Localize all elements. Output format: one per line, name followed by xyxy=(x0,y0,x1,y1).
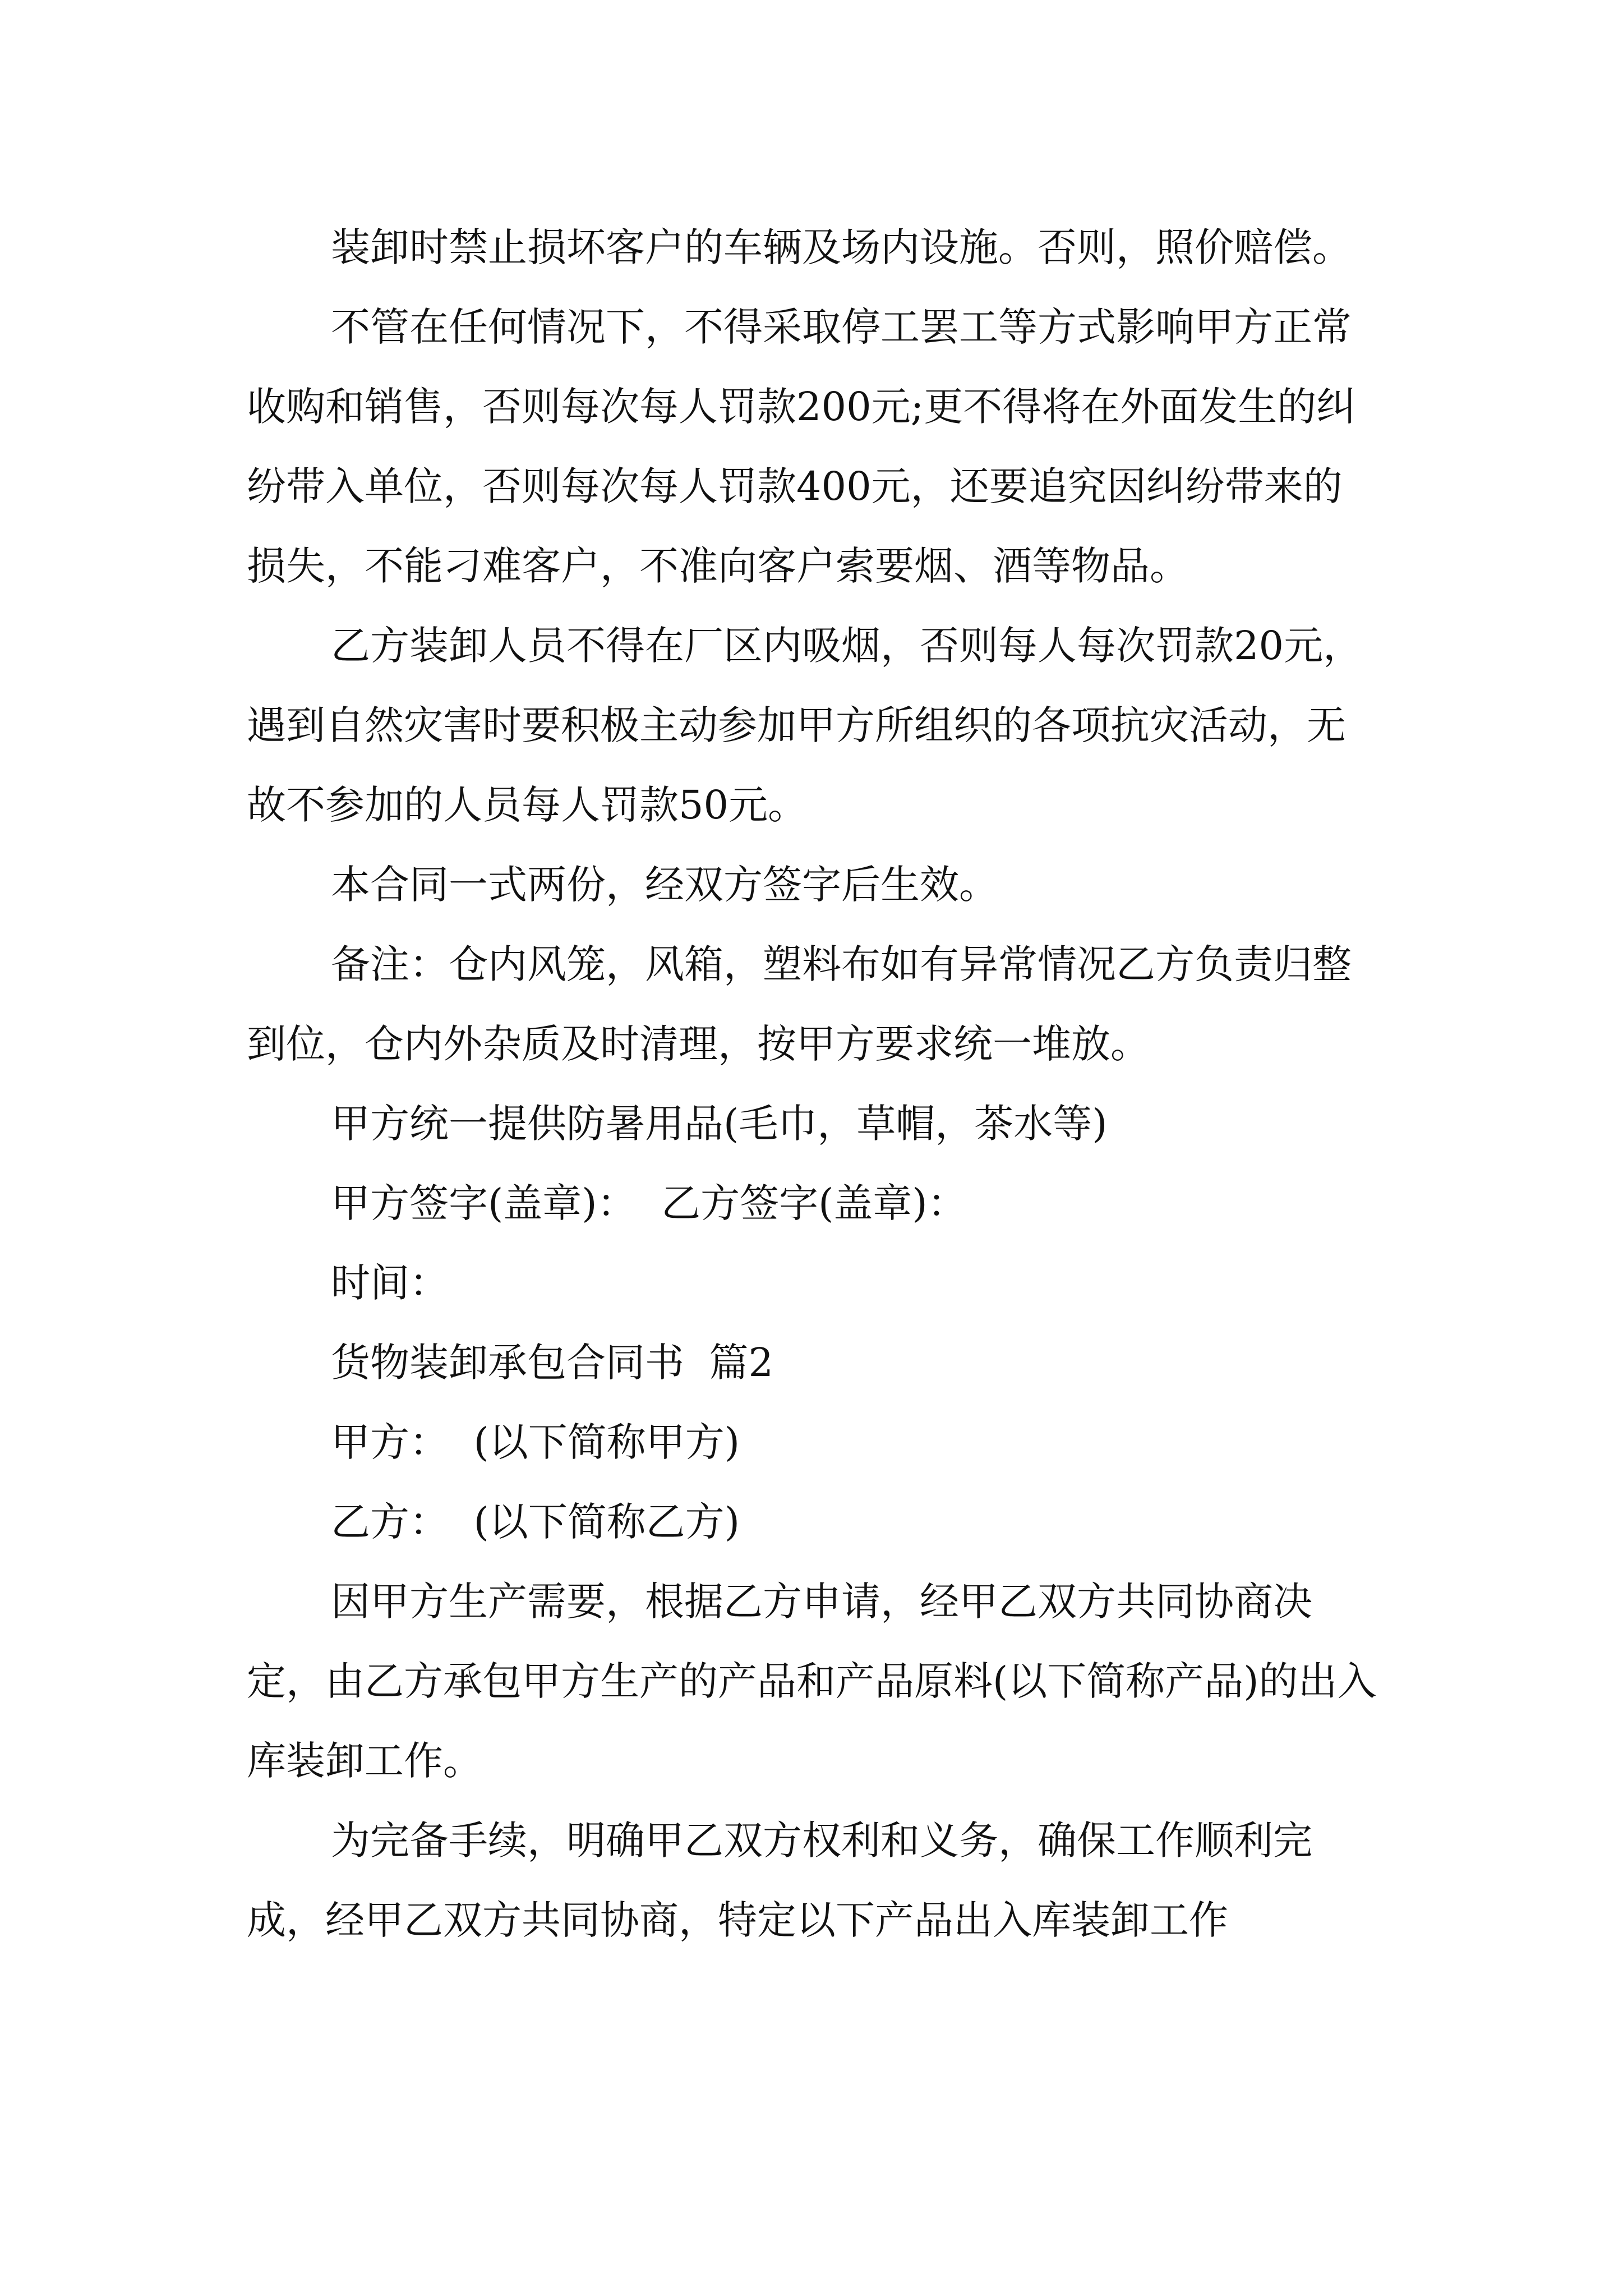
paragraph-purpose: 因甲方生产需要，根据乙方申请，经甲乙双方共同协商决定，由乙方承包甲方生产的产品和产品原料(以下简称产品)的出入库装卸工作。 xyxy=(247,1579,1377,1784)
paragraph-heat-supplies: 甲方统一提供防暑用品(毛巾，草帽，茶水等) xyxy=(331,1101,1108,1147)
party-a-line: 甲方： (以下简称甲方) xyxy=(331,1419,740,1465)
paragraph-contract-copies: 本合同一式两份，经双方签字后生效。 xyxy=(331,862,998,908)
paragraph-remarks: 备注：仓内风笼，风箱，塑料布如有异常情况乙方负责归整到位，仓内外杂质及时清理，按甲方要求统一堆放。 xyxy=(247,941,1352,1067)
paragraph-terms-intro: 为完备手续，明确甲乙双方权利和义务，确保工作顺利完成，经甲乙双方共同协商，特定以下产品出入库装卸工作 xyxy=(247,1818,1312,1943)
section-title: 货物装卸承包合同书 篇2 xyxy=(331,1340,774,1386)
paragraph-smoking-penalty: 乙方装卸人员不得在厂区内吸烟，否则每人每次罚款20元，遇到自然灾害时要积极主动参加甲方所组织的各项抗灾活动，无故不参加的人员每人罚款50元。 xyxy=(247,623,1363,828)
paragraph-strike-penalty: 不管在任何情况下，不得采取停工罢工等方式影响甲方正常收购和销售，否则每次每人罚款200元;更不得将在外面发生的纠纷带入单位，否则每次每人罚款400元，还要追究因纠纷带来的损失，不能刁难客户，不准向客户索要烟、酒等物品。 xyxy=(247,304,1356,589)
party-b-line: 乙方： (以下简称乙方) xyxy=(331,1499,740,1545)
paragraph-damage-compensation: 装卸时禁止损坏客户的车辆及场内设施。否则，照价赔偿。 xyxy=(331,224,1352,270)
signature-line: 甲方签字(盖章)： 乙方签字(盖章)： xyxy=(331,1180,967,1226)
date-line: 时间： xyxy=(331,1260,449,1306)
document-body xyxy=(247,208,1380,1960)
